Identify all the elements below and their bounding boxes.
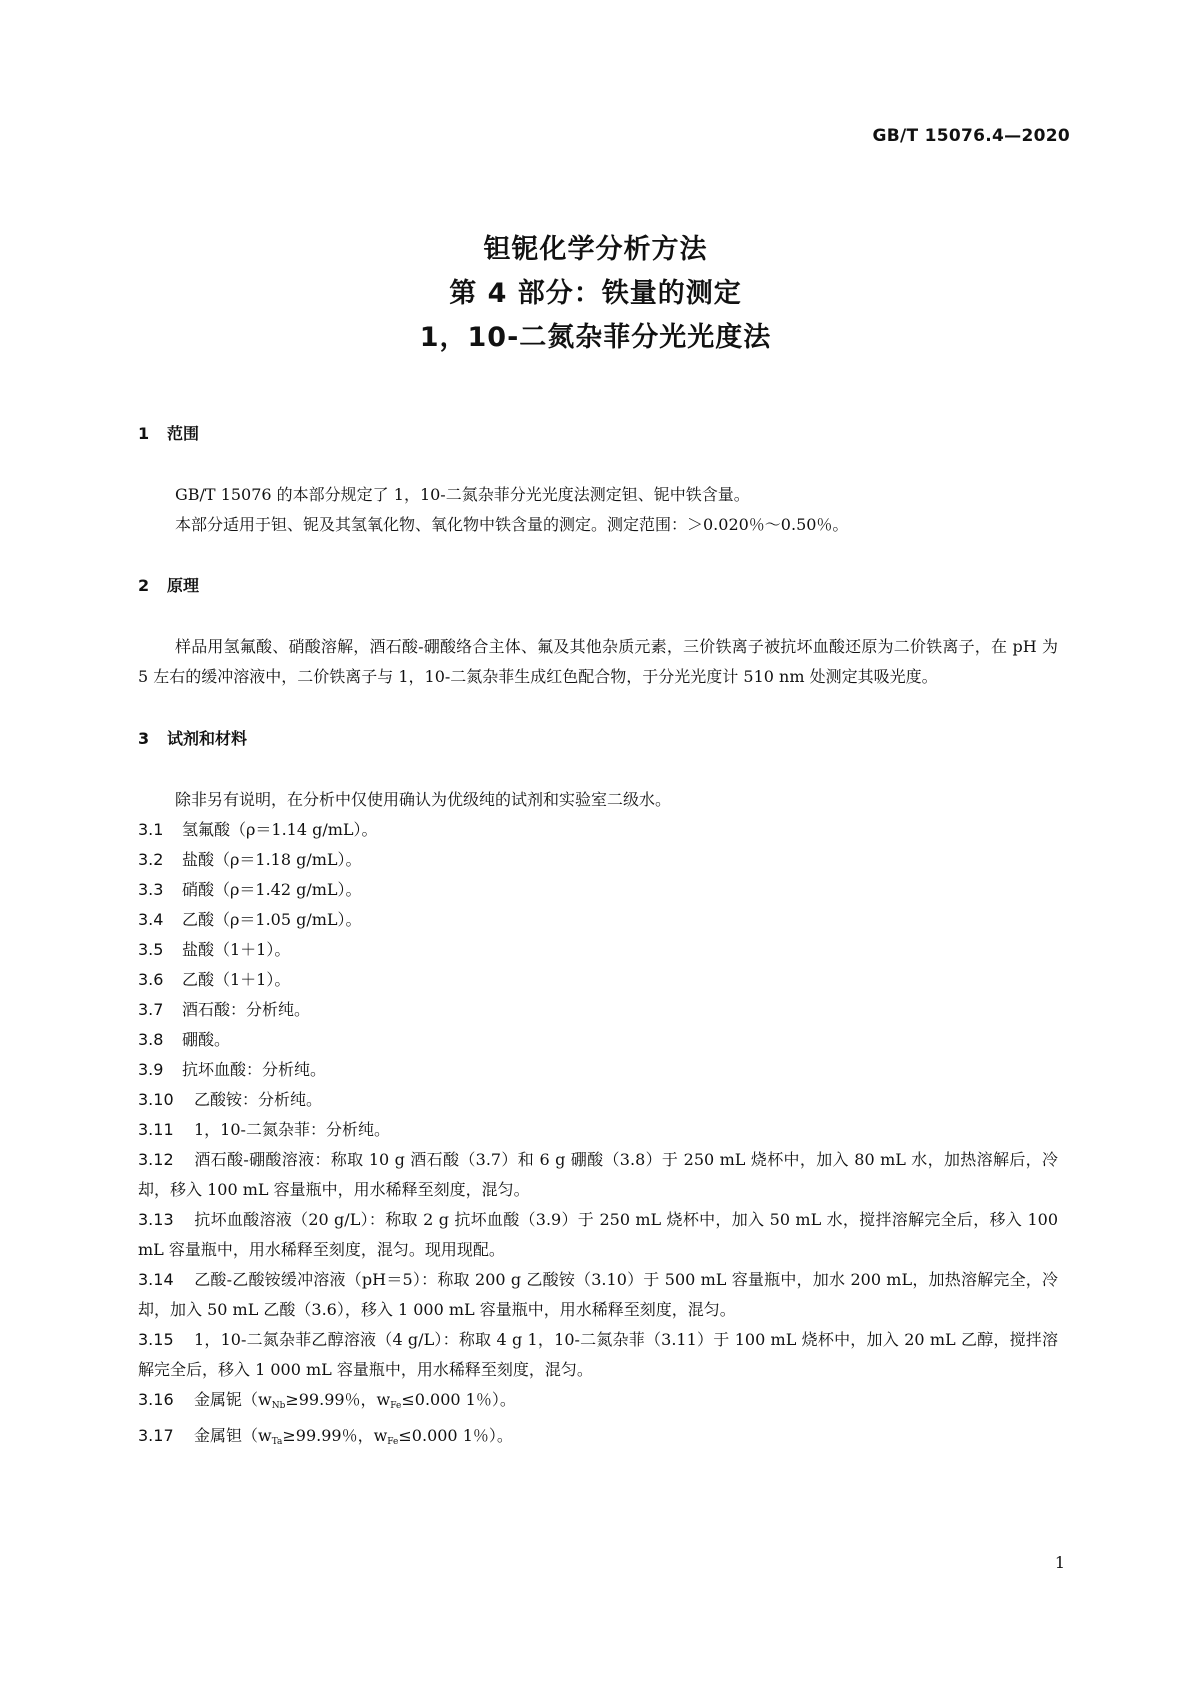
- section-title: 范围: [167, 424, 200, 443]
- list-item: [138, 1385, 1058, 1421]
- list-item: [138, 1421, 1058, 1457]
- scope-paragraph-1: GB/T 15076 的本部分规定了 1，10-二氮杂菲分光光度法测定钽、铌中铁含量。: [175, 485, 750, 504]
- item-number: 3.5: [138, 940, 164, 959]
- section-title: 试剂和材料: [167, 729, 248, 748]
- item-text: 抗坏血酸溶液（20 g/L）：称取 2 g 抗坏血酸（3.9）于 250 mL 烧杯中，加入 50 mL 水，搅拌溶解完全后，移入 100 mL 容量瓶中，用水稀释至刻度，混匀。现用现配。: [138, 1210, 1058, 1259]
- item-text: 抗坏血酸：分析纯。: [182, 1060, 327, 1079]
- item-number: 3.17: [138, 1426, 174, 1445]
- item-text: 盐酸（1＋1）。: [182, 940, 291, 959]
- subscript: Ta: [271, 1437, 283, 1447]
- item-number: 3.14: [138, 1270, 174, 1289]
- item-number: 3.8: [138, 1030, 164, 1049]
- subscript: Fe: [387, 1437, 399, 1447]
- item-text: 酒石酸-硼酸溶液：称取 10 g 酒石酸（3.7）和 6 g 硼酸（3.8）于 250 mL 烧杯中，加入 80 mL 水，加热溶解后，冷却，移入 100 mL 容量瓶中，用水稀释至刻度，混匀。: [138, 1150, 1058, 1199]
- section-1-heading: [138, 422, 1058, 446]
- item-number: 3.10: [138, 1090, 174, 1109]
- item-number: 3.3: [138, 880, 164, 899]
- title-line-1: 钽铌化学分析方法: [483, 234, 708, 265]
- item-text: 盐酸（ρ＝1.18 g/mL）。: [182, 850, 362, 869]
- section-2-heading: [138, 574, 1058, 598]
- list-item: [138, 965, 1058, 995]
- section-number: 3: [138, 729, 150, 748]
- list-item: [138, 1205, 1058, 1265]
- item-number: 3.12: [138, 1150, 174, 1169]
- subscript: Nb: [271, 1401, 286, 1411]
- item-text: 金属铌（$w_{Nb}\ge 99.99$％，$w_{Fe}\le 0.000$ 1％）。: [194, 1390, 516, 1411]
- list-item: [138, 1325, 1058, 1385]
- item-number: 3.4: [138, 910, 164, 929]
- item-text: 乙酸-乙酸铵缓冲溶液（pH＝5）：称取 200 g 乙酸铵（3.10）于 500 mL 容量瓶中，加水 200 mL，加热溶解完全，冷却，加入 50 mL 乙酸（3.6），移入 1 000 mL 容量瓶中，用水稀释至刻度，混匀。: [138, 1270, 1058, 1319]
- section-title: 原理: [167, 576, 200, 595]
- scope-paragraph-2: 本部分适用于钽、铌及其氢氧化物、氧化物中铁含量的测定。测定范围：＞0.020％～0.50％。: [175, 515, 849, 534]
- list-item: [138, 995, 1058, 1025]
- list-item: [138, 1145, 1058, 1205]
- list-item: [138, 935, 1058, 965]
- title-line-3: 1，10-二氮杂菲分光光度法: [419, 322, 772, 353]
- item-text: 酒石酸：分析纯。: [182, 1000, 311, 1019]
- list-item: [138, 875, 1058, 905]
- item-text: 硼酸。: [182, 1030, 231, 1049]
- item-number: 3.16: [138, 1390, 174, 1409]
- item-text: 硝酸（ρ＝1.42 g/mL）。: [182, 880, 362, 899]
- title-line-2: 第 4 部分：铁量的测定: [449, 278, 742, 309]
- item-text: 氢氟酸（ρ＝1.14 g/mL）。: [182, 820, 378, 839]
- item-number: 3.11: [138, 1120, 174, 1139]
- item-text: 乙酸（1＋1）。: [182, 970, 291, 989]
- page-number: 1: [1054, 1553, 1065, 1572]
- item-text: 1，10-二氮杂菲乙醇溶液（4 g/L）：称取 4 g 1，10-二氮杂菲（3.11）于 100 mL 烧杯中，加入 20 mL 乙醇，搅拌溶解完全后，移入 1 000 mL 容量瓶中，用水稀释至刻度，混匀。: [138, 1330, 1058, 1379]
- document-body: [138, 422, 1058, 1457]
- item-number: 3.6: [138, 970, 164, 989]
- item-number: 3.2: [138, 850, 164, 869]
- section-number: 2: [138, 576, 150, 595]
- item-text: 金属钽（$w_{Ta}\ge 99.99$％，$w_{Fe}\le 0.000$ 1％）。: [194, 1426, 513, 1447]
- item-number: 3.7: [138, 1000, 164, 1019]
- principle-paragraph: 样品用氢氟酸、硝酸溶解，酒石酸-硼酸络合主体、氟及其他杂质元素，三价铁离子被抗坏血酸还原为二价铁离子，在 pH 为 5 左右的缓冲溶液中，二价铁离子与 1，10-二氮杂菲生成红色配合物，于分光光度计 510 nm 处测定其吸光度。: [138, 637, 1058, 686]
- item-number: 3.9: [138, 1060, 164, 1079]
- item-number: 3.1: [138, 820, 164, 839]
- list-item: [138, 1085, 1058, 1115]
- list-item: [138, 845, 1058, 875]
- section-3-heading: [138, 727, 1058, 751]
- list-item: [138, 1055, 1058, 1085]
- document-title: [0, 228, 1191, 360]
- item-number: 3.13: [138, 1210, 174, 1229]
- subscript: Fe: [390, 1401, 402, 1411]
- item-number: 3.15: [138, 1330, 174, 1349]
- list-item: [138, 1025, 1058, 1055]
- reagents-intro: 除非另有说明，在分析中仅使用确认为优级纯的试剂和实验室二级水。: [175, 790, 672, 809]
- list-item: [138, 905, 1058, 935]
- section-number: 1: [138, 424, 150, 443]
- list-item: [138, 815, 1058, 845]
- list-item: [138, 1115, 1058, 1145]
- standard-code: GB/T 15076.4—2020: [872, 126, 1070, 146]
- item-text: 乙酸铵：分析纯。: [194, 1090, 323, 1109]
- item-text: 乙酸（ρ＝1.05 g/mL）。: [182, 910, 362, 929]
- list-item: [138, 1265, 1058, 1325]
- item-text: 1，10-二氮杂菲：分析纯。: [194, 1120, 390, 1139]
